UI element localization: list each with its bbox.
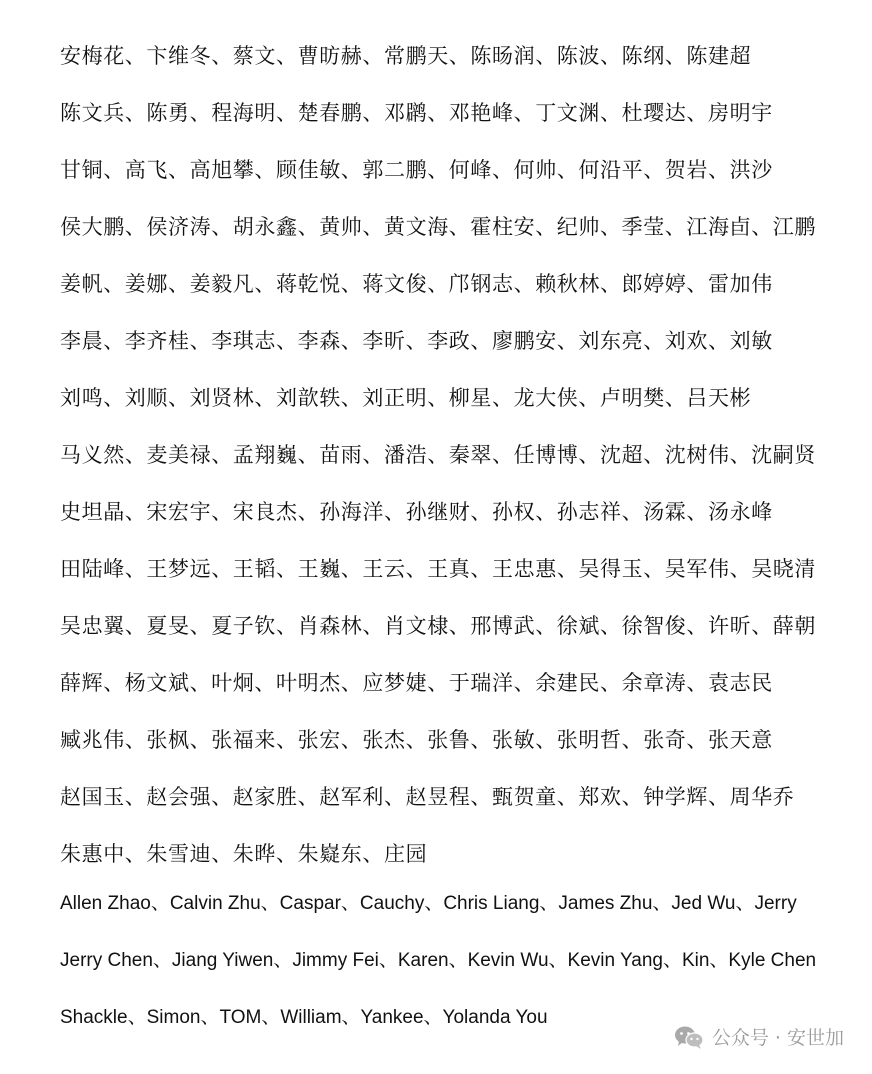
chinese-name-line: 侯大鹏、侯济涛、胡永鑫、黄帅、黄文海、霍柱安、纪帅、季莹、江海卣、江鹏 — [60, 215, 816, 239]
chinese-name-line: 赵国玉、赵会强、赵家胜、赵军利、赵昱程、甄贺童、郑欢、钟学辉、周华乔 — [60, 785, 795, 809]
wechat-icon — [674, 1025, 704, 1049]
chinese-name-line: 臧兆伟、张枫、张福来、张宏、张杰、张鲁、张敏、张明哲、张奇、张天意 — [60, 728, 773, 752]
english-name-list — [60, 875, 840, 1046]
chinese-name-line: 吴忠翼、夏旻、夏子钦、肖森林、肖文棣、邢博武、徐斌、徐智俊、许昕、薛朝 — [60, 614, 816, 638]
watermark-text: 公众号 · 安世加 — [711, 1027, 844, 1049]
english-name-line: Allen Zhao、Calvin Zhu、Caspar、Cauchy、Chris Liang、James Zhu、Jed Wu、Jerry — [60, 893, 797, 914]
chinese-name-line: 薛辉、杨文斌、叶炯、叶明杰、应梦婕、于瑞洋、余建民、余章涛、袁志民 — [60, 671, 773, 695]
wechat-watermark — [674, 1023, 844, 1050]
chinese-name-line: 田陆峰、王梦远、王韬、王巍、王云、王真、王忠惠、吴得玉、吴军伟、吴晓清 — [60, 557, 816, 581]
chinese-name-line: 马义然、麦美禄、孟翔巍、苗雨、潘浩、秦翠、任博博、沈超、沈树伟、沈嗣贤 — [60, 443, 816, 467]
chinese-name-line: 朱惠中、朱雪迪、朱晔、朱嶷东、庄园 — [60, 842, 428, 866]
english-name-line: Shackle、Simon、TOM、William、Yankee、Yolanda You — [60, 1007, 548, 1028]
chinese-name-line: 史坦晶、宋宏宇、宋良杰、孙海洋、孙继财、孙权、孙志祥、汤霖、汤永峰 — [60, 500, 773, 524]
chinese-name-line: 甘铜、高飞、高旭攀、顾佳敏、郭二鹏、何峰、何帅、何沿平、贺岩、洪沙 — [60, 158, 773, 182]
chinese-name-line: 姜帆、姜娜、姜毅凡、蒋乾悦、蒋文俊、邝钢志、赖秋林、郎婷婷、雷加伟 — [60, 272, 773, 296]
chinese-name-list — [60, 28, 840, 883]
chinese-name-line: 刘鸣、刘顺、刘贤林、刘歆轶、刘正明、柳星、龙大侠、卢明樊、吕天彬 — [60, 386, 752, 410]
chinese-name-line: 陈文兵、陈勇、程海明、楚春鹏、邓䴙、邓艳峰、丁文渊、杜璎达、房明宇 — [60, 101, 773, 125]
english-name-line: Jerry Chen、Jiang Yiwen、Jimmy Fei、Karen、Kevin Wu、Kevin Yang、Kin、Kyle Chen — [60, 950, 817, 971]
chinese-name-line: 安梅花、卞维冬、蔡文、曹昉赫、常鹏天、陈旸润、陈波、陈纲、陈建超 — [60, 44, 752, 68]
chinese-name-line: 李晨、李齐桂、李琪志、李森、李昕、李政、廖鹏安、刘东亮、刘欢、刘敏 — [60, 329, 773, 353]
